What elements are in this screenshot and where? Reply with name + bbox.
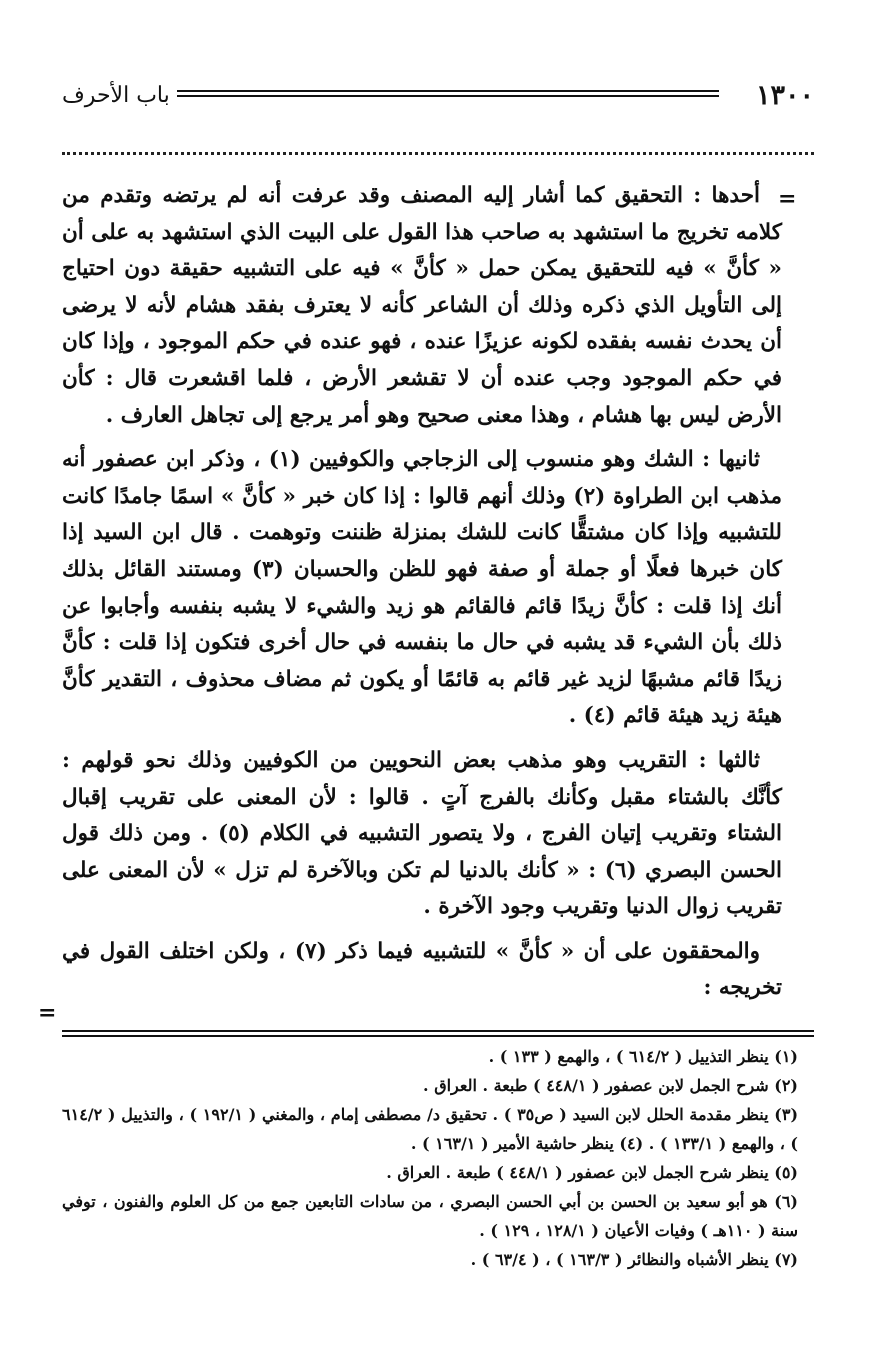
footnotes xyxy=(62,1042,798,1274)
paragraph-lead: ثانيها xyxy=(718,447,760,473)
paragraph-lead: أحدها xyxy=(711,183,760,208)
footnote-item: (٧) ينظر الأشباه والنظائر ( ١٦٣/٣ ) ، ( ٦٣/٤ ) . xyxy=(470,1250,798,1269)
dotted-separator xyxy=(62,152,814,155)
continuation-mark-bottom: = xyxy=(38,1000,57,1026)
page-header xyxy=(62,76,814,116)
footnote-item: (٦) هو أبو سعيد بن الحسن بن أبي الحسن البصري ، من سادات التابعين جمع من كل العلوم والفنون ، توفي سنة ( ١١٠هـ ) وفيات الأعيان ( ١٢٨/١ ، ١٢٩ ) . xyxy=(62,1192,798,1240)
footnote-item: (٥) ينظر شرح الجمل لابن عصفور ( ٤٤٨/١ ) طبعة . العراق . xyxy=(386,1163,798,1182)
footnote-rule xyxy=(62,1030,814,1037)
main-text xyxy=(62,178,782,1007)
paragraph-text: : التقريب وهو مذهب بعض النحويين من الكوفيين وذلك نحو قولهم : كأنَّك بالشتاء مقبل وكأنك بالفرج آتٍ . قالوا : لأن المعنى على تقريب إقبال الشتاء وتقريب إتيان الفرج ، ولا يتصور التشبيه في الكلام (٥) . ومن ذلك قول الحسن البصري (٦) : « كأنك بالدنيا لم تكن وبالآخرة لم تزل » لأن المعنى على تقريب زوال الدنيا وتقريب وجود الآخرة . xyxy=(62,747,782,920)
footnote-item: (٢) شرح الجمل لابن عصفور ( ٤٤٨/١ ) طبعة . العراق . xyxy=(423,1076,798,1095)
paragraph-second xyxy=(62,442,782,735)
continuation-mark-top: = xyxy=(778,186,797,212)
paragraph-text: : التحقيق كما أشار إليه المصنف وقد عرفت أنه لم يرتضه وتقدم من كلامه تخريج ما استشهد به صاحب هذا القول على البيت الذي استشهد به على أن « كأنَّ » فيه للتحقيق يمكن حمل « كأنَّ » فيه على التشبيه حقيقة دون احتياج إلى التأويل الذي ذكره وذلك أن الشاعر كأنه لا يعترف بفقد هشام لأنه لا يرضى أن يحدث نفسه بفقده لكونه عزيزًا عنده ، فهو عنده في حكم الموجود ، وإذا كان في حكم الموجود وجب عنده أن لا تقشعر الأرض ، فلما اقشعرت قال : كأن الأرض ليس بها هشام ، وهذا معنى صحيح وهو أمر يرجع إلى تجاهل العارف . xyxy=(62,183,782,428)
paragraph-first xyxy=(62,178,782,434)
page-number: ١٣٠٠ xyxy=(755,80,814,111)
paragraph-lead: ثالثها xyxy=(717,747,760,773)
paragraph-fourth: والمحققون على أن « كأنَّ » للتشبيه فيما ذكر (٧) ، ولكن اختلف القول في تخريجه : xyxy=(62,938,782,1001)
paragraph-third xyxy=(62,743,782,926)
footnote-item: (٣) ينظر مقدمة الحلل لابن السيد ( ص٣٥ ) . تحقيق د/ مصطفى إمام ، والمغني ( ١٩٢/١ ) ، والتذييل ( ٦١٤/٢ ) ، والهمع ( ١٣٣/١ ) . (٤) ينظر حاشية الأمير ( ١٦٣/١ ) . xyxy=(62,1105,799,1153)
header-rule xyxy=(177,90,719,97)
paragraph-text: : الشك وهو منسوب إلى الزجاجي والكوفيين (١) ، وذكر ابن عصفور أنه مذهب ابن الطراوة (٢) وذلك أنهم قالوا : إذا كان خبر « كأنَّ » اسمًا جامدًا كانت للتشبيه وإذا كان مشتقًّا كانت للشك بمنزلة ظننت وتوهمت . قال ابن السيد إذا كان خبرها فعلًا أو جملة أو صفة فهو للظن والحسبان (٣) ومستند القائل بذلك أنك إذا قلت : كأنَّ زيدًا قائم فالقائم هو زيد والشيء لا يشبه بنفسه وأجابوا عن ذلك بأن الشيء قد يشبه في حال ما بنفسه في حال أخرى فتكون إذا قلت : كأنَّ زيدًا قائم مشبهًا لزيد غير قائم به قائمًا أو يكون ثم مضاف محذوف ، التقدير كأنَّ هيئة زيد هيئة قائم (٤) . xyxy=(62,447,783,729)
running-head: باب الأحرف xyxy=(62,83,170,108)
footnote-item: (١) ينظر التذييل ( ٦١٤/٢ ) ، والهمع ( ١٣٣ ) . xyxy=(488,1047,798,1066)
